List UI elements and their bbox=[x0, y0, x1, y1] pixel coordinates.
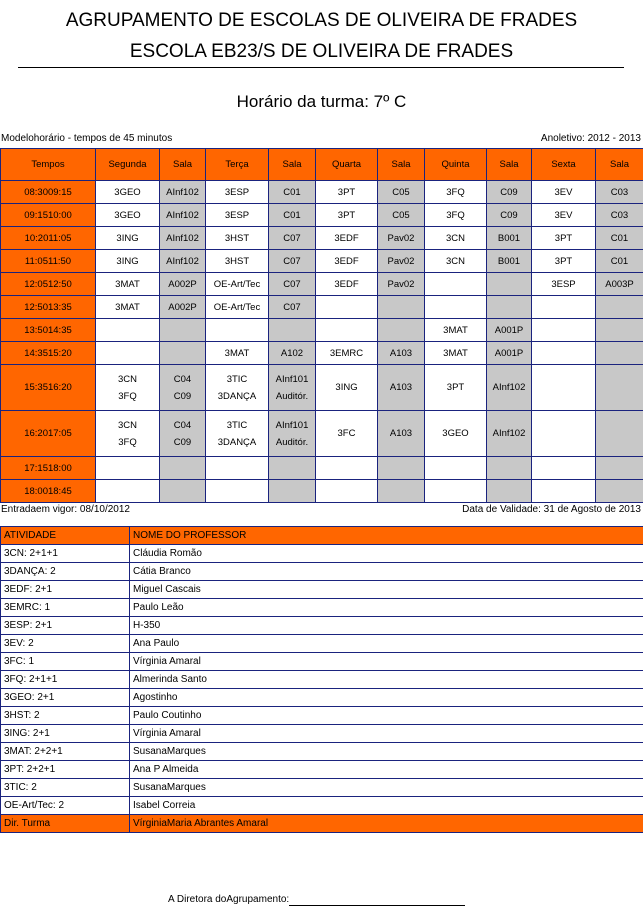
timetable-row bbox=[1, 204, 643, 227]
room-cell: C07 bbox=[269, 296, 316, 319]
teacher-row bbox=[1, 635, 643, 653]
subject-cell bbox=[96, 457, 160, 480]
subject-cell bbox=[206, 457, 269, 480]
teachers-table bbox=[0, 526, 643, 833]
subject-cell bbox=[96, 365, 160, 411]
activity-cell: 3TIC: 2 bbox=[1, 779, 130, 797]
room-cell: AInf102 bbox=[160, 227, 206, 250]
room-cell bbox=[596, 457, 643, 480]
column-header-10: Sala bbox=[596, 149, 643, 181]
subject-cell: 3ING bbox=[96, 227, 160, 250]
subject-line: 3TIC bbox=[226, 373, 248, 385]
subject-cell: 3EDF bbox=[316, 273, 378, 296]
subject-cell bbox=[96, 342, 160, 365]
subject-cell bbox=[532, 457, 596, 480]
subject-cell: 3HST bbox=[206, 227, 269, 250]
subject-line: 3DANÇA bbox=[217, 390, 257, 402]
subject-cell bbox=[316, 480, 378, 503]
subject-cell: 3GEO bbox=[96, 204, 160, 227]
teacher-row bbox=[1, 761, 643, 779]
room-cell bbox=[487, 457, 532, 480]
timetable-row bbox=[1, 457, 643, 480]
subject-cell bbox=[425, 457, 487, 480]
column-header-2: Sala bbox=[160, 149, 206, 181]
subject-cell bbox=[425, 273, 487, 296]
room-cell: AInf102 bbox=[487, 411, 532, 457]
time-slot: 08:3009:15 bbox=[1, 181, 96, 204]
time-slot: 16:2017:05 bbox=[1, 411, 96, 457]
room-cell: A003P bbox=[596, 273, 643, 296]
subject-cell bbox=[206, 411, 269, 457]
signature-block bbox=[168, 894, 465, 906]
school-name: ESCOLA EB23/S DE OLIVEIRA DE FRADES bbox=[129, 41, 514, 62]
subject-cell bbox=[532, 319, 596, 342]
room-cell bbox=[378, 480, 425, 503]
room-cell bbox=[487, 480, 532, 503]
subject-cell: 3MAT bbox=[96, 296, 160, 319]
column-header-6: Sala bbox=[378, 149, 425, 181]
room-cell: A103 bbox=[378, 365, 425, 411]
room-cell bbox=[160, 411, 206, 457]
teacher-row bbox=[1, 725, 643, 743]
room-cell bbox=[596, 365, 643, 411]
school-group-title: AGRUPAMENTO DE ESCOLAS DE OLIVEIRA DE FRADES bbox=[65, 10, 578, 31]
room-cell bbox=[269, 319, 316, 342]
activity-cell: 3DANÇA: 2 bbox=[1, 563, 130, 581]
room-cell bbox=[378, 457, 425, 480]
room-line: C09 bbox=[173, 436, 192, 448]
room-cell: A103 bbox=[378, 342, 425, 365]
subject-cell bbox=[425, 480, 487, 503]
activity-cell: 3FC: 1 bbox=[1, 653, 130, 671]
room-cell: C07 bbox=[269, 273, 316, 296]
subject-cell bbox=[532, 296, 596, 319]
teacher-row bbox=[1, 779, 643, 797]
subject-cell bbox=[316, 319, 378, 342]
subject-cell: 3ESP bbox=[206, 181, 269, 204]
column-header-9: Sexta bbox=[532, 149, 596, 181]
timetable-row bbox=[1, 296, 643, 319]
teacher-row bbox=[1, 707, 643, 725]
column-header-3: Terça bbox=[206, 149, 269, 181]
teacher-row bbox=[1, 581, 643, 599]
teacher-name-cell: Cláudia Romão bbox=[130, 545, 643, 563]
room-cell bbox=[378, 319, 425, 342]
room-cell: C07 bbox=[269, 250, 316, 273]
time-slot: 12:0512:50 bbox=[1, 273, 96, 296]
timetable-row bbox=[1, 365, 643, 411]
subject-line: 3DANÇA bbox=[217, 436, 257, 448]
subject-cell: 3EV bbox=[532, 204, 596, 227]
teacher-name-cell: Vírginia Amaral bbox=[130, 725, 643, 743]
subject-cell: OE-Art/Tec bbox=[206, 296, 269, 319]
room-cell bbox=[596, 411, 643, 457]
header-divider bbox=[18, 67, 624, 68]
room-cell: C07 bbox=[269, 227, 316, 250]
subject-cell: 3PT bbox=[316, 204, 378, 227]
room-line: C09 bbox=[173, 390, 192, 402]
room-cell bbox=[596, 319, 643, 342]
column-header-7: Quinta bbox=[425, 149, 487, 181]
subject-cell: 3FQ bbox=[425, 181, 487, 204]
activity-cell: 3MAT: 2+2+1 bbox=[1, 743, 130, 761]
subject-cell bbox=[532, 480, 596, 503]
teacher-name-cell: H-350 bbox=[130, 617, 643, 635]
room-cell bbox=[160, 319, 206, 342]
teacher-name-cell: Miguel Cascais bbox=[130, 581, 643, 599]
teacher-name-cell: Ana P Almeida bbox=[130, 761, 643, 779]
subject-cell: 3ING bbox=[316, 365, 378, 411]
room-cell: C01 bbox=[269, 204, 316, 227]
room-cell bbox=[269, 480, 316, 503]
room-cell: C03 bbox=[596, 181, 643, 204]
signature-label: A Diretora doAgrupamento: bbox=[168, 894, 290, 905]
subject-cell: 3ESP bbox=[206, 204, 269, 227]
room-cell bbox=[160, 480, 206, 503]
subject-line: 3TIC bbox=[226, 419, 248, 431]
activity-cell: OE-Art/Tec: 2 bbox=[1, 797, 130, 815]
room-cell: C01 bbox=[596, 250, 643, 273]
room-cell bbox=[487, 296, 532, 319]
subject-cell: 3EMRC bbox=[316, 342, 378, 365]
subject-cell: 3MAT bbox=[206, 342, 269, 365]
teacher-row bbox=[1, 599, 643, 617]
room-cell: A002P bbox=[160, 273, 206, 296]
time-slot: 11:0511:50 bbox=[1, 250, 96, 273]
room-cell bbox=[160, 365, 206, 411]
teacher-name-cell: Ana Paulo bbox=[130, 635, 643, 653]
subject-cell bbox=[316, 457, 378, 480]
column-header-4: Sala bbox=[269, 149, 316, 181]
subject-cell: OE-Art/Tec bbox=[206, 273, 269, 296]
teacher-name-cell: Almerinda Santo bbox=[130, 671, 643, 689]
page-title: Horário da turma: 7º C bbox=[236, 92, 407, 111]
subject-cell: 3PT bbox=[532, 250, 596, 273]
activity-cell: 3EDF: 2+1 bbox=[1, 581, 130, 599]
room-cell bbox=[160, 342, 206, 365]
subject-cell: 3GEO bbox=[425, 411, 487, 457]
time-slot: 17:1518:00 bbox=[1, 457, 96, 480]
teacher-name-cell: VírginiaMaria Abrantes Amaral bbox=[130, 815, 643, 833]
activity-cell: Dir. Turma bbox=[1, 815, 130, 833]
room-cell: AInf102 bbox=[487, 365, 532, 411]
time-slot: 13:5014:35 bbox=[1, 319, 96, 342]
activity-cell: 3ING: 2+1 bbox=[1, 725, 130, 743]
teacher-row bbox=[1, 797, 643, 815]
school-year-label: Anoletivo: 2012 - 2013 bbox=[540, 133, 641, 144]
room-cell: AInf102 bbox=[160, 250, 206, 273]
room-cell: Pav02 bbox=[378, 250, 425, 273]
subject-cell: 3EV bbox=[532, 181, 596, 204]
room-line: Auditór. bbox=[275, 390, 309, 402]
activity-cell: 3GEO: 2+1 bbox=[1, 689, 130, 707]
room-cell bbox=[269, 365, 316, 411]
subject-cell: 3EDF bbox=[316, 227, 378, 250]
subject-cell: 3ESP bbox=[532, 273, 596, 296]
room-cell: A102 bbox=[269, 342, 316, 365]
teacher-row bbox=[1, 563, 643, 581]
room-cell bbox=[596, 296, 643, 319]
room-cell bbox=[160, 457, 206, 480]
activity-cell: 3EV: 2 bbox=[1, 635, 130, 653]
time-slot: 12:5013:35 bbox=[1, 296, 96, 319]
subject-cell: 3MAT bbox=[96, 273, 160, 296]
timetable-row bbox=[1, 411, 643, 457]
subject-cell bbox=[96, 480, 160, 503]
activity-cell: 3ESP: 2+1 bbox=[1, 617, 130, 635]
activity-cell: 3FQ: 2+1+1 bbox=[1, 671, 130, 689]
teacher-row bbox=[1, 545, 643, 563]
subject-cell bbox=[206, 319, 269, 342]
teacher-name-cell: NOME DO PROFESSOR bbox=[130, 527, 643, 545]
subject-cell bbox=[206, 365, 269, 411]
column-header-1: Segunda bbox=[96, 149, 160, 181]
column-header-8: Sala bbox=[487, 149, 532, 181]
subject-cell: 3GEO bbox=[96, 181, 160, 204]
activity-cell: 3PT: 2+2+1 bbox=[1, 761, 130, 779]
room-cell: C09 bbox=[487, 204, 532, 227]
room-cell: A001P bbox=[487, 342, 532, 365]
validity-date-label: Data de Validade: 31 de Agosto de 2013 bbox=[462, 504, 641, 515]
teacher-name-cell: Paulo Leão bbox=[130, 599, 643, 617]
subject-cell: 3FC bbox=[316, 411, 378, 457]
room-cell: C09 bbox=[487, 181, 532, 204]
timetable bbox=[0, 148, 643, 503]
room-cell bbox=[378, 296, 425, 319]
room-cell bbox=[487, 273, 532, 296]
teacher-name-cell: Vírginia Amaral bbox=[130, 653, 643, 671]
subject-cell bbox=[96, 411, 160, 457]
room-cell: Pav02 bbox=[378, 273, 425, 296]
room-cell: Pav02 bbox=[378, 227, 425, 250]
room-cell: A001P bbox=[487, 319, 532, 342]
subject-cell bbox=[532, 365, 596, 411]
teacher-name-cell: SusanaMarques bbox=[130, 779, 643, 797]
subject-line: 3FQ bbox=[118, 390, 137, 402]
room-cell bbox=[269, 411, 316, 457]
activity-cell: ATIVIDADE bbox=[1, 527, 130, 545]
room-cell bbox=[269, 457, 316, 480]
activity-cell: 3HST: 2 bbox=[1, 707, 130, 725]
teacher-name-cell: Agostinho bbox=[130, 689, 643, 707]
time-slot: 09:1510:00 bbox=[1, 204, 96, 227]
subject-cell bbox=[206, 480, 269, 503]
subject-cell: 3CN bbox=[425, 250, 487, 273]
time-slot: 10:2011:05 bbox=[1, 227, 96, 250]
timetable-row bbox=[1, 250, 643, 273]
class-director-row bbox=[1, 815, 643, 833]
teacher-row bbox=[1, 743, 643, 761]
teacher-name-cell: Cátia Branco bbox=[130, 563, 643, 581]
subject-cell bbox=[532, 342, 596, 365]
subject-line: 3CN bbox=[117, 373, 137, 385]
room-cell: A103 bbox=[378, 411, 425, 457]
room-cell bbox=[596, 342, 643, 365]
teacher-name-cell: Isabel Correia bbox=[130, 797, 643, 815]
subject-cell: 3MAT bbox=[425, 319, 487, 342]
room-cell: C03 bbox=[596, 204, 643, 227]
room-cell: AInf102 bbox=[160, 181, 206, 204]
room-cell: C05 bbox=[378, 204, 425, 227]
room-line: Auditór. bbox=[275, 436, 309, 448]
column-header-5: Quarta bbox=[316, 149, 378, 181]
subject-cell bbox=[96, 319, 160, 342]
subject-cell: 3CN bbox=[425, 227, 487, 250]
room-cell: AInf102 bbox=[160, 204, 206, 227]
room-line: AInf101 bbox=[275, 419, 309, 431]
model-label: Modelohorário - tempos de 45 minutos bbox=[1, 133, 173, 144]
signature-line bbox=[289, 895, 465, 906]
subject-cell: 3ING bbox=[96, 250, 160, 273]
room-cell bbox=[596, 480, 643, 503]
teachers-header-row bbox=[1, 527, 643, 545]
subject-cell: 3HST bbox=[206, 250, 269, 273]
subject-line: 3FQ bbox=[118, 436, 137, 448]
teacher-name-cell: SusanaMarques bbox=[130, 743, 643, 761]
subject-cell: 3EDF bbox=[316, 250, 378, 273]
teacher-row bbox=[1, 653, 643, 671]
subject-cell: 3PT bbox=[316, 181, 378, 204]
room-cell: B001 bbox=[487, 227, 532, 250]
activity-cell: 3CN: 2+1+1 bbox=[1, 545, 130, 563]
subject-cell: 3PT bbox=[532, 227, 596, 250]
room-cell: C01 bbox=[269, 181, 316, 204]
subject-cell bbox=[425, 296, 487, 319]
room-line: AInf101 bbox=[275, 373, 309, 385]
subject-cell: 3MAT bbox=[425, 342, 487, 365]
column-header-0: Tempos bbox=[1, 149, 96, 181]
time-slot: 14:3515:20 bbox=[1, 342, 96, 365]
time-slot: 18:0018:45 bbox=[1, 480, 96, 503]
room-cell: A002P bbox=[160, 296, 206, 319]
subject-cell: 3FQ bbox=[425, 204, 487, 227]
room-line: C04 bbox=[173, 373, 192, 385]
subject-cell bbox=[532, 411, 596, 457]
subject-cell: 3PT bbox=[425, 365, 487, 411]
room-cell: C05 bbox=[378, 181, 425, 204]
time-slot: 15:3516:20 bbox=[1, 365, 96, 411]
timetable-row bbox=[1, 342, 643, 365]
room-cell: B001 bbox=[487, 250, 532, 273]
activity-cell: 3EMRC: 1 bbox=[1, 599, 130, 617]
timetable-row bbox=[1, 480, 643, 503]
timetable-header-row bbox=[1, 149, 643, 181]
entry-date-label: Entradaem vigor: 08/10/2012 bbox=[1, 504, 130, 515]
timetable-row bbox=[1, 181, 643, 204]
teacher-row bbox=[1, 671, 643, 689]
teacher-name-cell: Paulo Coutinho bbox=[130, 707, 643, 725]
subject-line: 3CN bbox=[117, 419, 137, 431]
room-cell: C01 bbox=[596, 227, 643, 250]
room-line: C04 bbox=[173, 419, 192, 431]
subject-cell bbox=[316, 296, 378, 319]
teacher-row bbox=[1, 689, 643, 707]
timetable-row bbox=[1, 227, 643, 250]
teacher-row bbox=[1, 617, 643, 635]
timetable-row bbox=[1, 273, 643, 296]
timetable-row bbox=[1, 319, 643, 342]
